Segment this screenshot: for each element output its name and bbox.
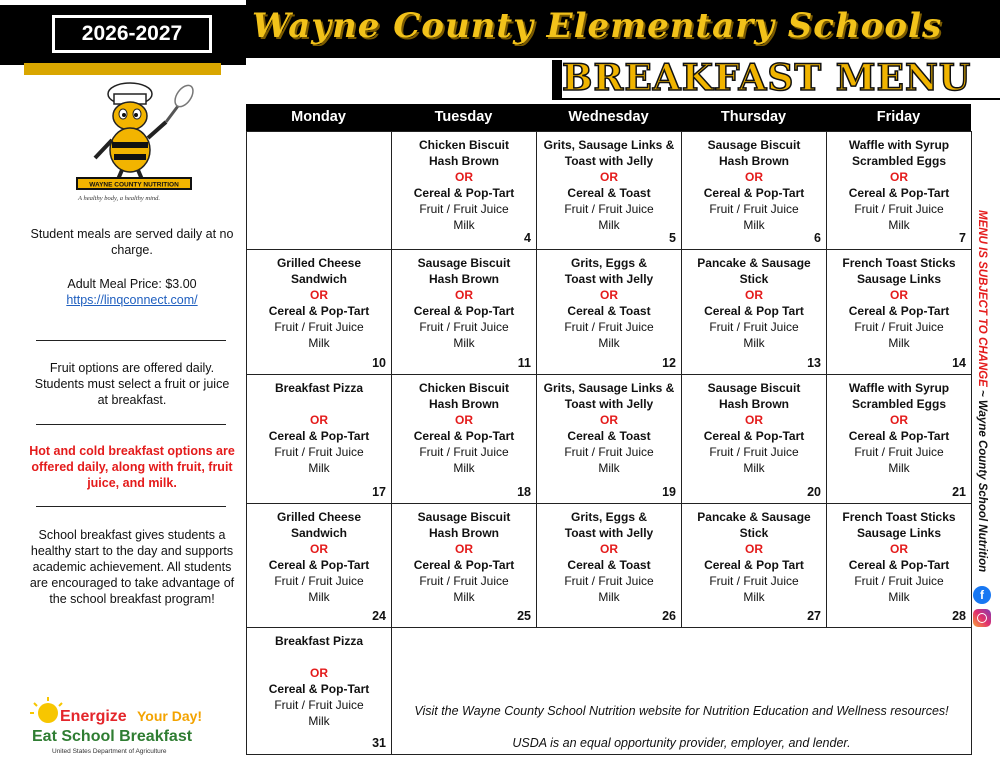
adult-price: Adult Meal Price: $3.00 <box>67 277 197 291</box>
menu-item: Cereal & Pop-Tart <box>413 558 515 572</box>
menu-item: Fruit / Fruit Juice <box>564 320 654 334</box>
sidebar-divider <box>36 424 226 425</box>
calendar-day-cell <box>246 131 392 250</box>
day-number: 4 <box>524 231 531 245</box>
menu-item: Milk <box>743 461 765 475</box>
menu-item: Milk <box>453 218 475 232</box>
or-separator: OR <box>310 288 328 302</box>
menu-item: Milk <box>888 218 910 232</box>
menu-item: Fruit / Fruit Juice <box>854 574 944 588</box>
menu-item: Cereal & Pop-Tart <box>703 429 805 443</box>
menu-item: Toast with Jelly <box>564 526 654 540</box>
menu-item: Cereal & Pop-Tart <box>413 186 515 200</box>
day-number: 17 <box>372 485 386 499</box>
calendar-day-cell <box>826 503 972 628</box>
menu-item: Milk <box>308 336 330 350</box>
weekday-header-thursday: Thursday <box>720 109 787 125</box>
usda-text: United States Department of Agriculture <box>52 748 167 755</box>
day-number: 26 <box>662 609 676 623</box>
calendar-day-cell <box>391 249 537 375</box>
menu-item: Hash Brown <box>428 526 499 540</box>
instagram-icon[interactable] <box>973 609 991 627</box>
menu-item: Hash Brown <box>428 154 499 168</box>
or-separator: OR <box>890 413 908 427</box>
calendar-day-cell <box>391 374 537 504</box>
menu-item: Cereal & Pop-Tart <box>848 558 950 572</box>
eat-school-breakfast-text: Eat School Breakfast <box>32 728 193 745</box>
day-number: 7 <box>959 231 966 245</box>
day-number: 10 <box>372 356 386 370</box>
sidebar-divider <box>36 340 226 341</box>
or-separator: OR <box>600 542 618 556</box>
menu-item: Toast with Jelly <box>564 397 654 411</box>
menu-item: Fruit / Fruit Juice <box>854 320 944 334</box>
menu-item: Waffle with Syrup <box>848 381 950 395</box>
menu-item: Waffle with Syrup <box>848 138 950 152</box>
calendar-day-cell <box>246 374 392 504</box>
or-separator: OR <box>455 170 473 184</box>
menu-item: Milk <box>453 461 475 475</box>
day-number: 28 <box>952 609 966 623</box>
menu-item: Sandwich <box>290 526 347 540</box>
day-number: 31 <box>372 736 386 750</box>
menu-item: Hash Brown <box>428 397 499 411</box>
calendar-day-cell <box>536 249 682 375</box>
menu-item: Breakfast Pizza <box>274 381 364 395</box>
menu-item: Sausage Biscuit <box>417 510 511 524</box>
menu-item: Fruit / Fruit Juice <box>564 202 654 216</box>
calendar-day-cell <box>681 503 827 628</box>
calendar-day-cell <box>391 503 537 628</box>
day-number: 18 <box>517 485 531 499</box>
or-separator: OR <box>600 288 618 302</box>
menu-item: Fruit / Fruit Juice <box>419 202 509 216</box>
weekday-header-tuesday: Tuesday <box>434 109 493 125</box>
calendar-day-cell <box>826 374 972 504</box>
menu-item: Milk <box>743 218 765 232</box>
menu-item: French Toast Sticks <box>842 256 956 270</box>
menu-item: Fruit / Fruit Juice <box>709 320 799 334</box>
menu-item: Cereal & Pop-Tart <box>848 304 950 318</box>
weekday-header-wednesday: Wednesday <box>568 109 649 125</box>
day-number: 5 <box>669 231 676 245</box>
menu-item: Sausage Biscuit <box>417 256 511 270</box>
or-separator: OR <box>455 413 473 427</box>
menu-item: Fruit / Fruit Juice <box>854 445 944 459</box>
vertical-notice <box>976 210 992 590</box>
menu-item: Milk <box>888 336 910 350</box>
menu-item: Cereal & Toast <box>567 304 651 318</box>
linqconnect-link[interactable]: https://linqconnect.com/ <box>66 293 198 307</box>
menu-item: Sausage Biscuit <box>707 138 801 152</box>
menu-item: Cereal & Pop Tart <box>704 304 804 318</box>
calendar-day-cell <box>536 131 682 250</box>
menu-item: Milk <box>598 461 620 475</box>
day-number: 11 <box>517 356 531 370</box>
or-separator: OR <box>745 288 763 302</box>
calendar-day-cell <box>681 374 827 504</box>
breakfast-menu-title: BREAKFAST MENU <box>562 58 1000 98</box>
usda-equal-opportunity-note: USDA is an equal opportunity provider, employer, and lender. <box>512 736 851 750</box>
day-number: 21 <box>952 485 966 499</box>
day-number: 14 <box>952 356 966 370</box>
or-separator: OR <box>310 542 328 556</box>
or-separator: OR <box>600 170 618 184</box>
menu-item: Fruit / Fruit Juice <box>709 202 799 216</box>
subject-to-change-text: MENU IS SUBJECT TO CHANGE <box>976 210 988 387</box>
facebook-icon[interactable]: f <box>973 586 991 604</box>
menu-item: Chicken Biscuit <box>418 138 510 152</box>
or-separator: OR <box>890 542 908 556</box>
menu-item: Milk <box>453 590 475 604</box>
menu-item: Milk <box>888 590 910 604</box>
title-banner <box>246 0 1000 58</box>
menu-item: Grilled Cheese <box>276 510 362 524</box>
menu-item: Grilled Cheese <box>276 256 362 270</box>
day-number: 27 <box>807 609 821 623</box>
menu-item: Hash Brown <box>428 272 499 286</box>
calendar-day-cell <box>391 131 537 250</box>
menu-item: Milk <box>453 336 475 350</box>
calendar-day-cell <box>681 249 827 375</box>
menu-item: Scrambled Eggs <box>851 397 947 411</box>
or-separator: OR <box>310 666 328 680</box>
weekday-header-friday: Friday <box>876 109 921 125</box>
menu-item: Milk <box>743 590 765 604</box>
footer-notes-box <box>391 627 972 755</box>
menu-item: Fruit / Fruit Juice <box>564 445 654 459</box>
weekday-header-row <box>246 104 971 131</box>
school-nutrition-credit: ~ Wayne County School Nutrition <box>976 386 988 573</box>
calendar-day-cell <box>246 503 392 628</box>
menu-item: Fruit / Fruit Juice <box>274 320 364 334</box>
or-separator: OR <box>310 413 328 427</box>
or-separator: OR <box>455 288 473 302</box>
calendar-day-cell <box>536 503 682 628</box>
menu-item <box>247 396 391 412</box>
menu-item: Cereal & Toast <box>567 186 651 200</box>
menu-item: Hash Brown <box>718 397 789 411</box>
energize-word: Energize <box>60 708 127 725</box>
menu-item: Milk <box>888 461 910 475</box>
or-separator: OR <box>890 288 908 302</box>
menu-item: Cereal & Pop-Tart <box>268 304 370 318</box>
menu-item: Chicken Biscuit <box>418 381 510 395</box>
menu-item: French Toast Sticks <box>842 510 956 524</box>
menu-item: Toast with Jelly <box>564 154 654 168</box>
menu-item: Sandwich <box>290 272 347 286</box>
or-separator: OR <box>745 542 763 556</box>
menu-item: Fruit / Fruit Juice <box>419 445 509 459</box>
menu-item: Fruit / Fruit Juice <box>419 574 509 588</box>
menu-item: Sausage Biscuit <box>707 381 801 395</box>
menu-item: Grits, Eggs & <box>570 510 647 524</box>
menu-item: Fruit / Fruit Juice <box>564 574 654 588</box>
day-number: 19 <box>662 485 676 499</box>
calendar-day-cell <box>826 131 972 250</box>
menu-item: Fruit / Fruit Juice <box>419 320 509 334</box>
menu-item: Cereal & Pop-Tart <box>703 186 805 200</box>
free-meals-note: Student meals are served daily at no charge. <box>30 227 234 257</box>
day-number: 13 <box>807 356 821 370</box>
or-separator: OR <box>745 170 763 184</box>
menu-item: Sausage Links <box>856 526 942 540</box>
district-title: Wayne County Elementary Schools <box>252 6 943 46</box>
menu-item: Pancake & Sausage <box>697 510 811 524</box>
sidebar-divider <box>36 506 226 507</box>
or-separator: OR <box>600 413 618 427</box>
menu-item: Cereal & Pop-Tart <box>268 429 370 443</box>
menu-item: Cereal & Pop-Tart <box>268 558 370 572</box>
menu-item: Grits, Sausage Links & <box>543 138 675 152</box>
fruit-options-note: Fruit options are offered daily. Students must select a fruit or juice at breakfast. <box>34 361 230 407</box>
hornet-chef-mascot-logo <box>60 80 210 205</box>
day-number: 12 <box>662 356 676 370</box>
calendar-day-cell <box>246 249 392 375</box>
logo-org-text: WAYNE COUNTY NUTRITION <box>89 181 179 189</box>
menu-item: Milk <box>598 336 620 350</box>
energize-your-day-logo <box>30 697 220 757</box>
menu-item: Milk <box>308 590 330 604</box>
weekday-header-monday: Monday <box>291 109 346 125</box>
menu-item: Fruit / Fruit Juice <box>709 574 799 588</box>
menu-item: Toast with Jelly <box>564 272 654 286</box>
menu-item: Hash Brown <box>718 154 789 168</box>
menu-item: Milk <box>308 461 330 475</box>
menu-item: Cereal & Pop-Tart <box>413 429 515 443</box>
or-separator: OR <box>890 170 908 184</box>
menu-item: Fruit / Fruit Juice <box>274 698 364 712</box>
menu-item: Milk <box>308 714 330 728</box>
year-banner <box>0 5 246 65</box>
your-day-word: Your Day! <box>137 708 203 724</box>
menu-item <box>247 649 391 665</box>
school-year: 2026-2027 <box>52 15 212 53</box>
menu-item: Stick <box>739 526 769 540</box>
menu-item: Milk <box>743 336 765 350</box>
menu-item: Cereal & Pop-Tart <box>268 682 370 696</box>
menu-item: Cereal & Toast <box>567 558 651 572</box>
menu-item: Grits, Eggs & <box>570 256 647 270</box>
menu-item: Cereal & Pop-Tart <box>413 304 515 318</box>
or-separator: OR <box>745 413 763 427</box>
calendar-day-cell <box>826 249 972 375</box>
day-number: 25 <box>517 609 531 623</box>
menu-item: Milk <box>598 218 620 232</box>
menu-item: Fruit / Fruit Juice <box>709 445 799 459</box>
menu-item: Cereal & Toast <box>567 429 651 443</box>
logo-slogan-text: A healthy body, a healthy mind. <box>78 195 161 202</box>
menu-item: Fruit / Fruit Juice <box>274 574 364 588</box>
calendar-day-cell <box>246 627 392 755</box>
menu-item: Grits, Sausage Links & <box>543 381 675 395</box>
menu-item: Pancake & Sausage <box>697 256 811 270</box>
menu-item: Scrambled Eggs <box>851 154 947 168</box>
menu-item: Sausage Links <box>856 272 942 286</box>
day-number: 24 <box>372 609 386 623</box>
day-number: 20 <box>807 485 821 499</box>
gold-divider <box>24 63 221 75</box>
nutrition-website-note: Visit the Wayne County School Nutrition website for Nutrition Education and Wellness resources! <box>414 704 949 718</box>
menu-item: Cereal & Pop Tart <box>704 558 804 572</box>
day-number: 6 <box>814 231 821 245</box>
menu-item: Cereal & Pop-Tart <box>848 186 950 200</box>
menu-item: Stick <box>739 272 769 286</box>
menu-item: Fruit / Fruit Juice <box>854 202 944 216</box>
calendar-day-cell <box>536 374 682 504</box>
hot-cold-options-note: Hot and cold breakfast options are offered daily, along with fruit, fruit juice, and milk. <box>29 444 235 490</box>
breakfast-benefits-note: School breakfast gives students a healthy start to the day and supports academic achievement. All students are encouraged to take advantage of the school breakfast program! <box>29 528 235 606</box>
menu-item: Breakfast Pizza <box>274 634 364 648</box>
menu-item: Cereal & Pop-Tart <box>848 429 950 443</box>
calendar-day-cell <box>681 131 827 250</box>
menu-item: Milk <box>598 590 620 604</box>
menu-item: Fruit / Fruit Juice <box>274 445 364 459</box>
or-separator: OR <box>455 542 473 556</box>
